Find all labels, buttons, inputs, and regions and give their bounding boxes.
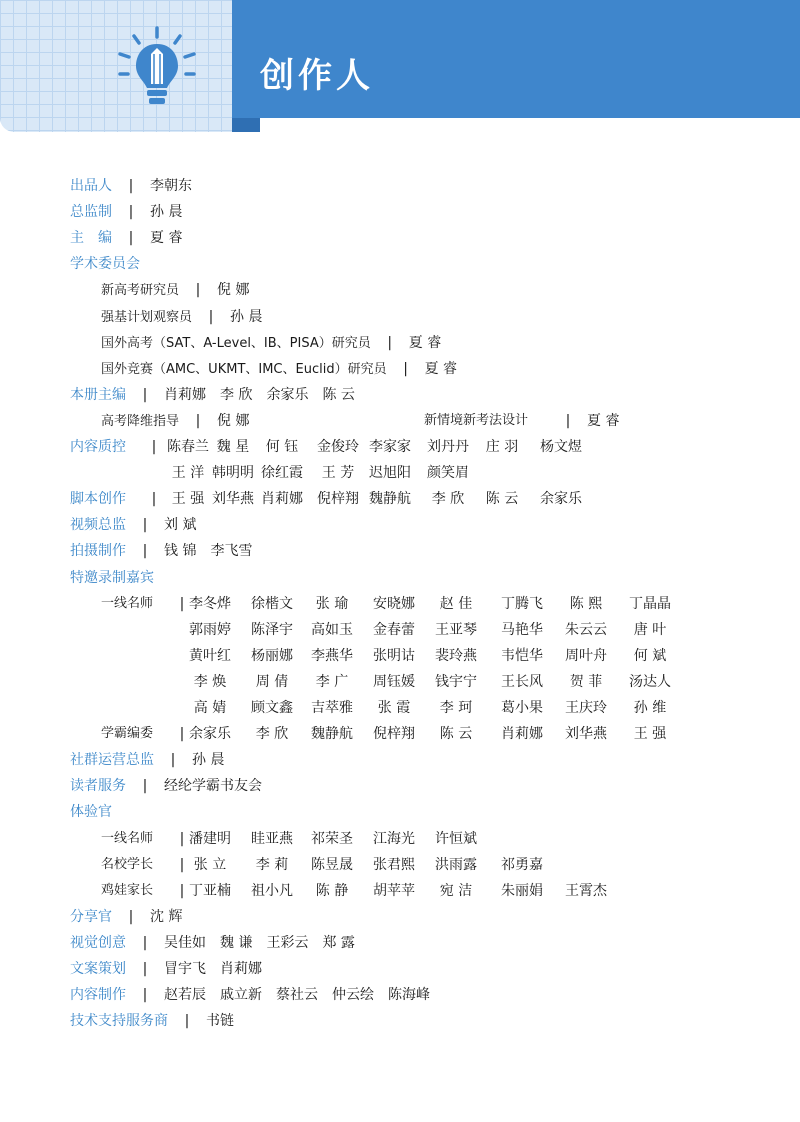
credit-subrole: 名校学长 [101, 856, 154, 872]
credit-row [70, 539, 790, 563]
credit-row [70, 983, 790, 1007]
credit-names: 孙 晨 [230, 308, 263, 325]
separator: | [195, 282, 201, 299]
credit-names-2: 夏 睿 [587, 412, 620, 429]
credit-names: 书链 [206, 1013, 234, 1030]
credit-subrole: 一线名师 [101, 830, 154, 846]
name-cell: 朱丽娟 [501, 882, 543, 899]
name-cell: 王霄杰 [565, 882, 607, 899]
name-cell: 周叶舟 [565, 647, 607, 664]
name-cell: 杨丽娜 [251, 647, 293, 664]
name-cell: 韦恺华 [501, 647, 543, 664]
name-cell: 陈春兰 [167, 439, 209, 455]
credit-names: 沈 辉 [150, 908, 183, 925]
credit-row [0, 853, 720, 877]
name-cell: 丁晶晶 [629, 595, 671, 612]
separator: | [195, 412, 201, 429]
name-cell: 胡苹苹 [373, 882, 415, 899]
separator: | [128, 178, 134, 194]
credit-names: 经纶学霸书友会 [164, 778, 262, 795]
credit-names: 钱 锦 李飞雪 [164, 543, 253, 560]
name-cell: 王亚琴 [435, 621, 477, 638]
credit-role: 视觉创意 [70, 934, 126, 951]
credit-role: 视频总监 [70, 517, 126, 534]
name-cell: 裴玲燕 [435, 647, 477, 664]
separator: | [208, 308, 214, 325]
credit-row [101, 357, 800, 381]
name-cell: 魏静航 [311, 726, 353, 743]
name-cell: 李 欣 [255, 726, 289, 743]
lightbulb-pencil-icon [112, 24, 202, 114]
credit-role: 分享官 [70, 908, 112, 925]
credit-subrole: 强基计划观察员 [101, 309, 193, 325]
credit-row [0, 592, 720, 616]
credit-row [70, 1009, 790, 1033]
name-cell: 丁腾飞 [501, 595, 543, 612]
credit-subrole-2: 新情境新考法设计 [424, 412, 529, 428]
credit-row [70, 748, 790, 772]
credit-row [101, 331, 800, 355]
credit-row [70, 383, 790, 407]
credit-names: 孙 晨 [150, 204, 183, 221]
name-cell: 周 倩 [255, 673, 289, 690]
separator: | [179, 830, 185, 847]
name-cell: 孙 维 [633, 700, 667, 716]
name-cell: 刘华燕 [212, 491, 254, 508]
name-cell: 黄叶红 [189, 647, 231, 664]
name-cell: 徐红霞 [261, 465, 303, 482]
credit-role: 学术委员会 [70, 256, 140, 273]
name-cell: 陈泽宇 [251, 621, 293, 638]
credit-subrole: 国外高考（SAT、A-Level、IB、PISA）研究员 [101, 335, 371, 351]
credit-subrole: 学霸编委 [101, 726, 154, 742]
separator: | [142, 778, 148, 795]
credit-role: 总监制 [70, 204, 112, 221]
credit-role: 内容质控 [70, 439, 126, 455]
name-cell: 王 强 [633, 726, 667, 743]
name-cell: 李 广 [315, 673, 349, 690]
name-cell: 李 莉 [255, 856, 289, 873]
credit-row [70, 566, 790, 590]
credit-names: 冒宇飞 肖莉娜 [164, 961, 262, 977]
credit-row [0, 879, 720, 903]
credit-names: 肖莉娜 李 欣 余家乐 陈 云 [164, 386, 355, 403]
separator: | [142, 987, 148, 1004]
name-cell: 李 珂 [439, 700, 473, 716]
name-cell: 李 欣 [431, 491, 465, 508]
name-cell: 倪梓翔 [373, 726, 415, 743]
separator: | [179, 726, 185, 743]
credit-row [0, 827, 720, 851]
name-cell: 李家家 [369, 439, 411, 455]
credit-names: 赵若辰 戚立新 蔡社云 仲云绘 陈海峰 [164, 987, 430, 1004]
credit-row [70, 200, 790, 224]
credit-role: 主 编 [70, 230, 112, 247]
credit-names: 夏 睿 [408, 334, 442, 351]
credit-row [70, 513, 790, 537]
credit-row [70, 931, 790, 955]
name-cell: 王 洋 [171, 465, 205, 482]
name-cell: 刘丹丹 [427, 439, 469, 455]
name-cell: 葛小果 [501, 700, 543, 716]
name-cell: 朱云云 [565, 621, 607, 638]
name-cell: 王长风 [501, 673, 543, 690]
credit-row [101, 305, 800, 329]
separator: | [387, 334, 393, 351]
name-cell: 贺 菲 [569, 673, 603, 690]
credit-names: 刘 斌 [164, 517, 197, 534]
separator: | [128, 230, 134, 247]
separator: | [179, 856, 185, 873]
name-cell: 余家乐 [540, 491, 582, 508]
credit-row [0, 461, 720, 485]
separator: | [403, 360, 408, 377]
name-cell: 眭亚燕 [251, 830, 293, 847]
separator: | [179, 595, 185, 612]
name-cell: 王 芳 [321, 465, 355, 482]
name-cell: 祁荣圣 [311, 830, 353, 847]
credit-names: 孙 晨 [192, 752, 225, 769]
name-cell: 许恒斌 [435, 830, 477, 847]
name-cell: 何 斌 [633, 647, 667, 664]
credit-role: 内容制作 [70, 987, 126, 1004]
name-cell: 祁勇嘉 [501, 856, 543, 873]
credit-subrole: 高考降维指导 [101, 413, 180, 429]
credit-role: 读者服务 [70, 778, 126, 795]
separator: | [179, 882, 185, 899]
name-cell: 张君熙 [373, 856, 415, 873]
name-cell: 迟旭阳 [369, 465, 411, 482]
name-cell: 江海光 [373, 830, 415, 847]
credit-names: 倪 娜 [217, 282, 250, 299]
separator: | [151, 491, 157, 508]
credit-row [0, 435, 720, 459]
name-cell: 马艳华 [501, 621, 543, 638]
name-cell: 高 婧 [193, 700, 227, 716]
name-cell: 郭雨婷 [189, 621, 231, 638]
separator: | [142, 934, 148, 951]
credit-row [0, 644, 720, 668]
credit-role: 出品人 [70, 178, 112, 194]
name-cell: 肖莉娜 [261, 491, 303, 508]
name-cell: 唐 叶 [633, 621, 667, 638]
separator: | [142, 386, 148, 403]
credit-row [70, 252, 790, 276]
name-cell: 张 瑜 [315, 595, 349, 612]
separator: | [170, 752, 176, 769]
name-cell: 周钰媛 [373, 673, 415, 690]
credit-role: 社群运营总监 [70, 752, 154, 769]
credit-row [70, 174, 790, 198]
credit-role: 文案策划 [70, 961, 126, 977]
name-cell: 魏 星 [216, 439, 250, 455]
credit-names: 夏 睿 [424, 360, 458, 377]
credit-row [70, 957, 790, 981]
name-cell: 赵 佳 [439, 595, 473, 612]
name-cell: 祖小凡 [251, 882, 293, 899]
credit-role: 技术支持服务商 [70, 1013, 168, 1030]
name-cell: 张 霞 [377, 700, 411, 716]
name-cell: 李燕华 [311, 647, 353, 664]
name-cell: 张 立 [193, 856, 227, 873]
name-cell: 杨文煜 [540, 439, 582, 455]
name-cell: 陈 云 [439, 726, 473, 743]
name-cell: 陈 熙 [569, 595, 603, 612]
credit-row [0, 670, 720, 694]
name-cell: 高如玉 [311, 621, 353, 638]
name-cell: 徐楷文 [251, 595, 293, 612]
separator: | [142, 961, 148, 977]
credit-row [70, 226, 790, 250]
separator: | [142, 517, 148, 534]
name-cell: 王庆玲 [565, 700, 607, 716]
name-cell: 倪梓翔 [317, 491, 359, 508]
name-cell: 魏静航 [369, 491, 411, 508]
name-cell: 张明诂 [373, 647, 415, 664]
separator: | [184, 1013, 190, 1030]
name-cell: 安晓娜 [373, 595, 415, 612]
credit-subrole: 一线名师 [101, 595, 154, 611]
name-cell: 陈 云 [485, 491, 519, 508]
credit-role: 特邀录制嘉宾 [70, 569, 154, 586]
separator: | [151, 439, 157, 455]
name-cell: 李冬烨 [189, 595, 231, 612]
credit-subrole: 鸡娃家长 [101, 882, 154, 898]
name-cell: 顾文鑫 [251, 700, 293, 716]
name-cell: 颜笑眉 [427, 465, 469, 482]
credit-row [70, 905, 790, 929]
name-cell: 李 焕 [193, 673, 227, 690]
name-cell: 陈 静 [315, 882, 349, 899]
name-cell: 洪雨露 [435, 856, 477, 873]
credit-names: 倪 娜 [217, 412, 250, 429]
credit-row [0, 696, 720, 720]
credit-row [101, 409, 800, 433]
name-cell: 刘华燕 [565, 726, 607, 743]
name-cell: 庄 羽 [485, 439, 519, 455]
name-cell: 王 强 [171, 491, 205, 508]
name-cell: 金俊玲 [317, 439, 359, 455]
name-cell: 宛 洁 [439, 882, 473, 899]
credit-names: 夏 睿 [150, 230, 183, 247]
name-cell: 余家乐 [189, 726, 231, 743]
credit-role: 本册主编 [70, 386, 126, 403]
separator: | [142, 543, 148, 560]
name-cell: 陈昱晟 [311, 856, 353, 873]
credit-row [70, 774, 790, 798]
credit-names: 吴佳如 魏 谦 王彩云 郑 露 [164, 934, 355, 951]
credit-subrole: 国外竞赛（AMC、UKMT、IMC、Euclid）研究员 [101, 361, 387, 377]
credit-subrole: 新高考研究员 [101, 283, 180, 299]
name-cell: 钱宇宁 [435, 673, 477, 690]
name-cell: 金春蕾 [373, 621, 415, 638]
name-cell: 潘建明 [189, 830, 231, 847]
credit-row [0, 722, 720, 746]
header-title-tail [232, 118, 260, 132]
name-cell: 汤达人 [629, 673, 671, 690]
credit-role: 拍摄制作 [70, 543, 126, 560]
separator: | [128, 204, 134, 221]
separator: | [565, 412, 571, 429]
separator: | [128, 908, 134, 925]
name-cell: 肖莉娜 [501, 726, 543, 743]
credit-role: 体验官 [70, 804, 112, 821]
credit-row [70, 800, 790, 824]
name-cell: 丁亚楠 [189, 882, 231, 899]
credit-row [101, 278, 800, 302]
credit-row [0, 618, 720, 642]
credit-row [0, 487, 720, 511]
page-title: 创作人 [260, 56, 374, 96]
name-cell: 韩明明 [212, 465, 254, 482]
name-cell: 吉萃雅 [311, 700, 353, 716]
credit-role: 脚本创作 [70, 491, 126, 508]
credit-names: 李朝东 [150, 178, 192, 194]
name-cell: 何 钰 [265, 439, 299, 455]
